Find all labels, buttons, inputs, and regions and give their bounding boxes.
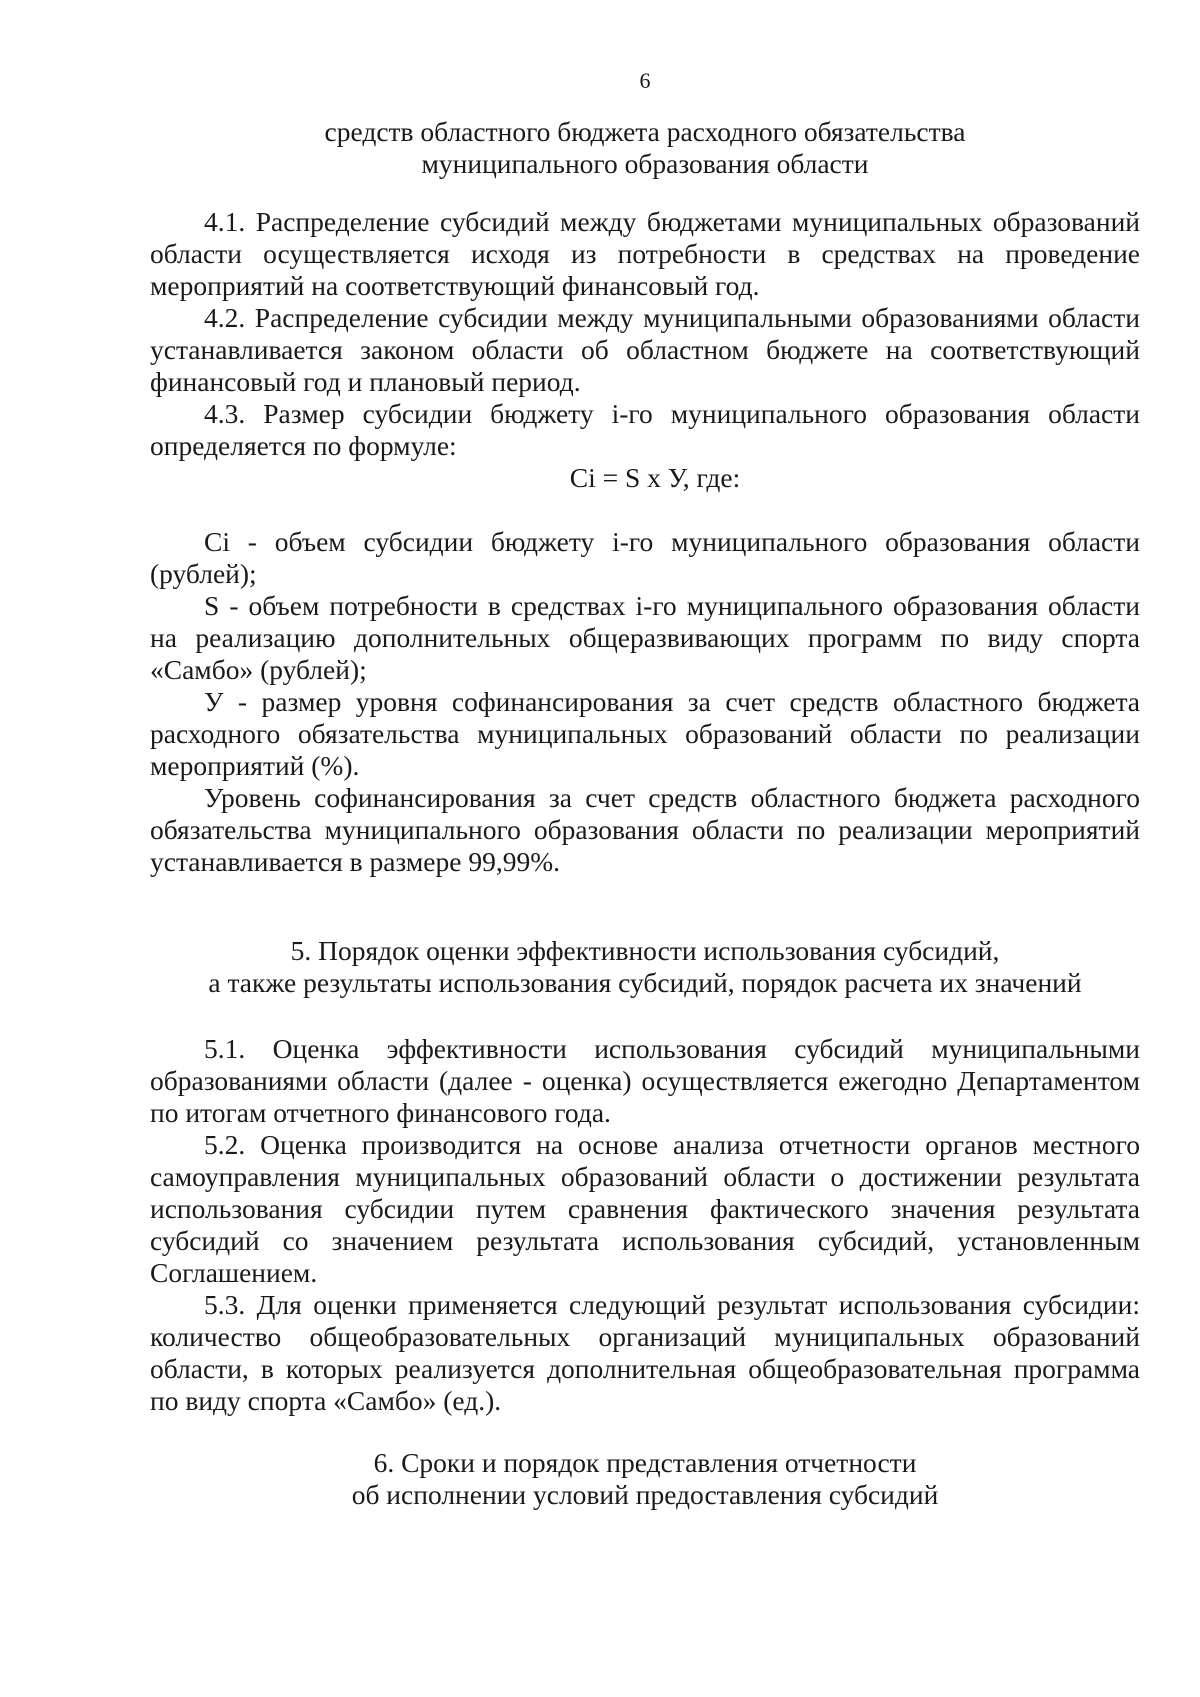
page-number: 6 (639, 68, 651, 93)
section-6-title (150, 1447, 1140, 1511)
section-5-title (150, 935, 1140, 999)
cofinancing-level: Уровень софинансирования за счет средств областного бюджета расходного обязательства муниципального образования области по реализации мероприятий устанавливается в размере 99,99%. (150, 782, 1140, 877)
definition-u: У - размер уровня софинансирования за счет средств областного бюджета расходного обязательства муниципальных образований области по реализации мероприятий (%). (150, 686, 1140, 781)
section-5-title-line-2: а также результаты использования субсидий, порядок расчета их значений (208, 967, 1082, 998)
paragraph-4-1: 4.1. Распределение субсидий между бюджетами муниципальных образований области осуществляется исходя из потребности в средствах на проведение мероприятий на соответствующий финансовый год. (150, 206, 1140, 301)
paragraph-5-1: 5.1. Оценка эффективности использования субсидий муниципальными образованиями области (далее - оценка) осуществляется ежегодно Департаментом по итогам отчетного финансового года. (150, 1033, 1140, 1128)
section-5-body (150, 1033, 1140, 1417)
section-6-title-line-2: об исполнении условий предоставления субсидий (351, 1479, 939, 1510)
paragraph-5-3: 5.3. Для оценки применяется следующий результат использования субсидии: количество общеобразовательных организаций муниципальных образований области, в которых реализуется дополнительная общеобразовательная программа по виду спорта «Самбо» (ед.). (150, 1289, 1140, 1416)
definition-ci: Ci - объем субсидии бюджету i-го муниципального образования области (рублей); (150, 526, 1140, 589)
paragraph-5-2: 5.2. Оценка производится на основе анализа отчетности органов местного самоуправления муниципальных образований области о достижении результата использования субсидии путем сравнения фактического значения результата субсидий со значением результата использования субсидий, установленным Соглашением. (150, 1129, 1140, 1288)
section-5-title-line-1: 5. Порядок оценки эффективности использования субсидий, (290, 935, 1000, 966)
formula: Ci = S x У, где: (569, 462, 741, 493)
section-6-title-line-1: 6. Сроки и порядок представления отчетности (373, 1447, 917, 1478)
heading-line-2: муниципального образования области (421, 148, 869, 179)
heading-line-1: средств областного бюджета расходного обязательства (324, 116, 966, 147)
definition-s: S - объем потребности в средствах i-го муниципального образования области на реализацию дополнительных общеразвивающих программ по виду спорта «Самбо» (рублей); (150, 590, 1140, 685)
section-heading-continued (150, 116, 1140, 180)
section-4-body (150, 206, 1140, 878)
paragraph-4-3: 4.3. Размер субсидии бюджету i-го муниципального образования области определяется по формуле: (150, 398, 1140, 461)
paragraph-4-2: 4.2. Распределение субсидии между муниципальными образованиями области устанавливается законом области об областном бюджете на соответствующий финансовый год и плановый период. (150, 302, 1140, 397)
